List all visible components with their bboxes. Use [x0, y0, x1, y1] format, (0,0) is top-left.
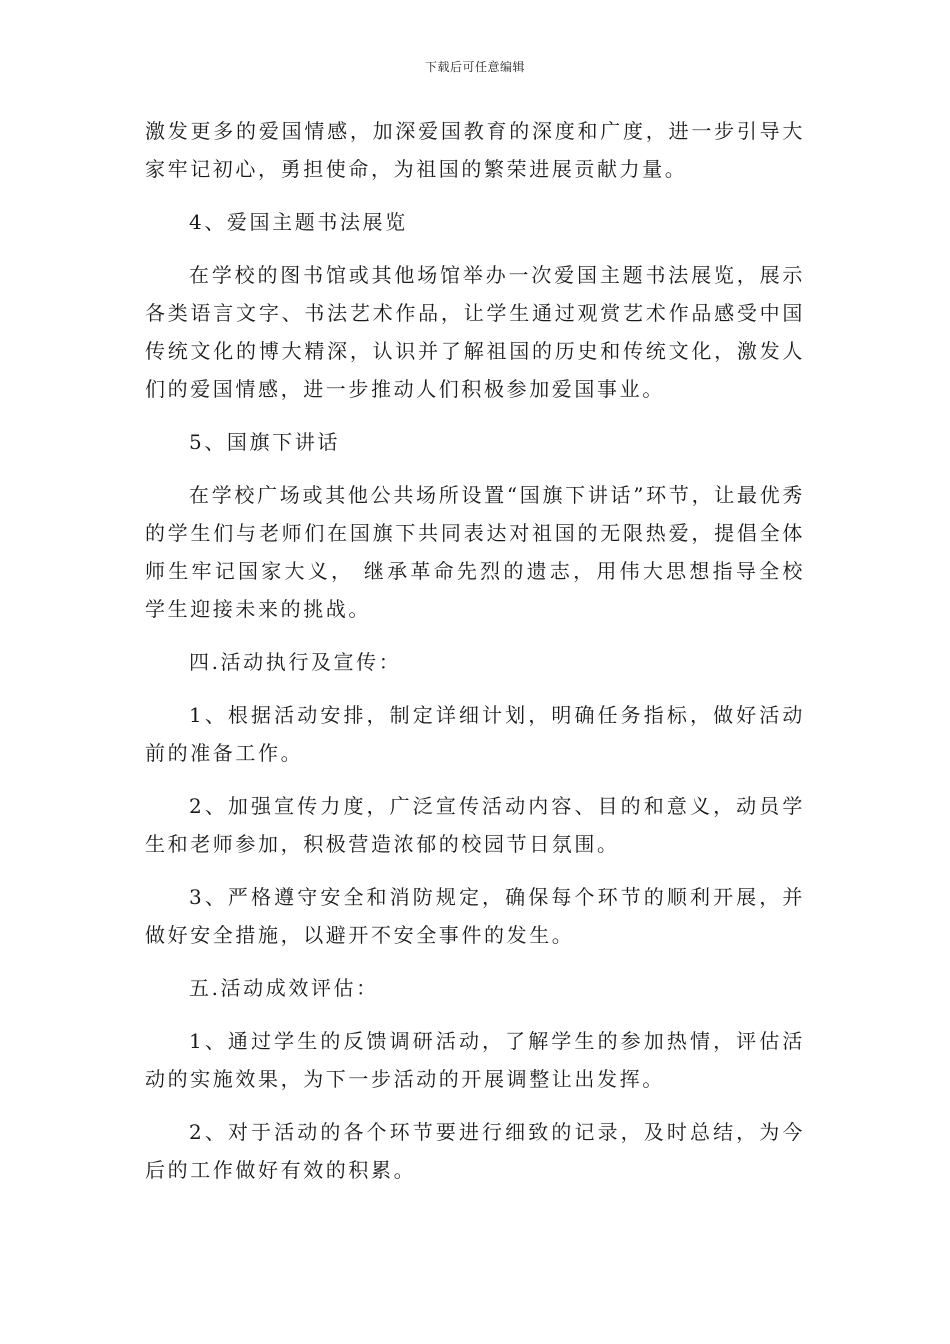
- paragraph: 在学校广场或其他公共场所设置“国旗下讲话”环节，让最优秀的学生们与老师们在国旗下共同表达对祖国的无限热爱，提倡全体师生牢记国家大义， 继承革命先烈的遗志，用伟大思想指导全校学生迎接未来的挑战。: [145, 483, 805, 621]
- list-item: 1、通过学生的反馈调研活动，了解学生的参加热情，评估活动的实施效果，为下一步活动的开展调整让出发挥。: [145, 1029, 805, 1091]
- list-item: 2、加强宣传力度，广泛宣传活动内容、目的和意义，动员学生和老师参加，积极营造浓郁的校园节日氛围。: [145, 794, 805, 856]
- document-body: [145, 112, 805, 1204]
- section-heading: 5、国旗下讲话: [189, 430, 340, 454]
- section-heading: 四.活动执行及宣传：: [189, 650, 402, 674]
- list-item: 3、严格遵守安全和消防规定，确保每个环节的顺利开展，并做好安全措施，以避开不安全事件的发生。: [145, 885, 805, 947]
- list-item: 1、根据活动安排，制定详细计划，明确任务指标，做好活动前的准备工作。: [145, 703, 805, 765]
- section-heading: 4、爱国主题书法展览: [189, 210, 408, 234]
- list-item: 2、对于活动的各个环节要进行细致的记录，及时总结，为今后的工作做好有效的积累。: [145, 1120, 805, 1182]
- section-heading: 五.活动成效评估：: [189, 976, 379, 1000]
- paragraph: 激发更多的爱国情感，加深爱国教育的深度和广度，进一步引导大家牢记初心，勇担使命，为祖国的繁荣进展贡献力量。: [145, 119, 805, 181]
- header-note: 下载后可任意编辑: [424, 60, 525, 74]
- paragraph: 在学校的图书馆或其他场馆举办一次爱国主题书法展览，展示各类语言文字、书法艺术作品，让学生通过观赏艺术作品感受中国传统文化的博大精深，认识并了解祖国的历史和传统文化，激发人们的爱国情感，进一步推动人们积极参加爱国事业。: [145, 263, 805, 401]
